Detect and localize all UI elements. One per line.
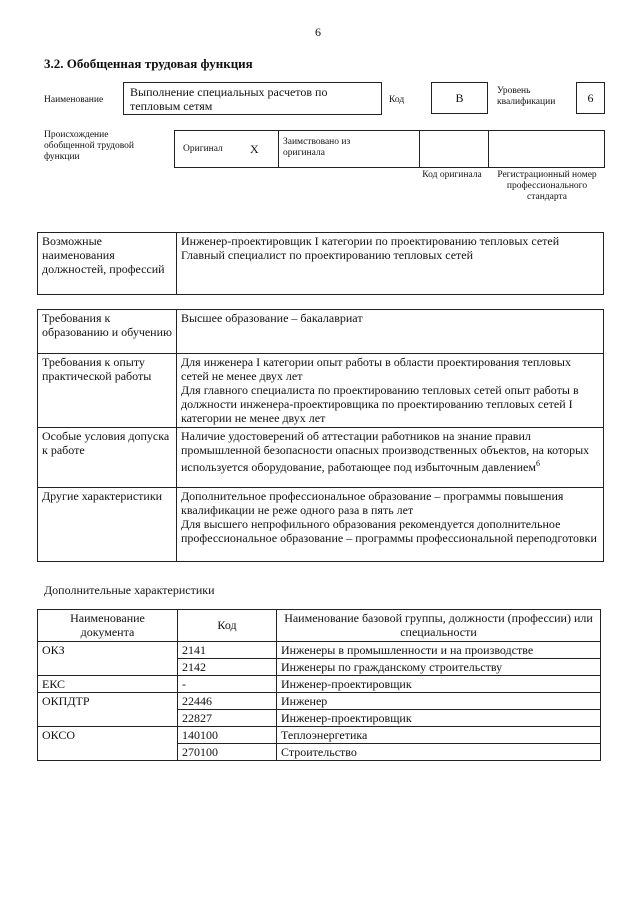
- position-item: Главный специалист по проектированию тепловых сетей: [181, 248, 474, 262]
- name-label: Наименование: [44, 95, 104, 105]
- name-cell: Инженер-проектировщик: [277, 710, 601, 727]
- level-value: 6: [576, 82, 605, 114]
- req-value: [177, 428, 604, 488]
- req-label: Требования к опыту практической работы: [38, 354, 177, 428]
- footnote-mark: 6: [535, 459, 540, 468]
- name-cell: Инженеры по гражданскому строительству: [277, 659, 601, 676]
- req-line: Наличие удостоверений об аттестации работников на знание правил промышленной безопасности опасных производственных объектов, на которых используется оборудование, работающее под избыточным давлением: [181, 429, 590, 474]
- additional-title: Дополнительные характеристики: [44, 583, 215, 597]
- doc-name: ОКПДТР: [38, 693, 178, 727]
- borrowed-label: Заимствовано из оригинала: [283, 137, 351, 158]
- req-value: Высшее образование – бакалавриат: [177, 310, 604, 354]
- code-cell: 2141: [178, 642, 277, 659]
- additional-table: [37, 609, 601, 761]
- req-label: Требования к образованию и обучению: [38, 310, 177, 354]
- code-cell: 270100: [178, 744, 277, 761]
- doc-name: ОКСО: [38, 727, 178, 761]
- name-cell: Инженеры в промышленности и на производстве: [277, 642, 601, 659]
- req-line: Дополнительное профессиональное образование – программы повышения квалификации не реже одного раза в пять лет: [181, 489, 564, 517]
- code-value: В: [431, 82, 488, 114]
- req-value: [177, 354, 604, 428]
- code-cell: 22446: [178, 693, 277, 710]
- requirements-table: [37, 309, 604, 562]
- header-name: Наименование базовой группы, должности (профессии) или специальности: [277, 610, 601, 642]
- name-cell: Теплоэнергетика: [277, 727, 601, 744]
- name-value: Выполнение специальных расчетов по тепловым сетям: [123, 82, 382, 115]
- code-cell: 2142: [178, 659, 277, 676]
- section-title: 3.2. Обобщенная трудовая функция: [44, 56, 253, 71]
- reg-number-caption: Регистрационный номер профессионального стандарта: [497, 170, 597, 202]
- page-number: 6: [315, 25, 321, 39]
- req-value: [177, 488, 604, 562]
- req-line: Для главного специалиста по проектированию тепловых сетей опыт работы в должности инженера-проектировщика по проектированию тепловых сетей I категории не менее двух лет: [181, 383, 579, 425]
- level-label: Уровень квалификации: [497, 86, 556, 107]
- code-cell: 22827: [178, 710, 277, 727]
- header-code: Код: [178, 610, 277, 642]
- name-cell: Инженер: [277, 693, 601, 710]
- name-cell: Строительство: [277, 744, 601, 761]
- original-label: Оригинал: [183, 144, 223, 154]
- doc-name: ОКЗ: [38, 642, 178, 676]
- positions-table: [37, 232, 604, 295]
- origin-box: [174, 130, 605, 168]
- header-doc: Наименование документа: [38, 610, 178, 642]
- positions-cell: [177, 233, 604, 295]
- code-original-caption: Код оригинала: [422, 170, 482, 180]
- positions-label: Возможные наименования должностей, профессий: [38, 233, 177, 295]
- code-label: Код: [389, 95, 405, 105]
- code-cell: -: [178, 676, 277, 693]
- position-item: Инженер-проектировщик I категории по проектированию тепловых сетей: [181, 234, 560, 248]
- req-line: Для инженера I категории опыт работы в области проектирования тепловых сетей не менее двух лет: [181, 355, 571, 383]
- origin-label: Происхождение обобщенной трудовой функции: [44, 130, 134, 162]
- req-label: Другие характеристики: [38, 488, 177, 562]
- name-cell: Инженер-проектировщик: [277, 676, 601, 693]
- req-label: Особые условия допуска к работе: [38, 428, 177, 488]
- req-line: Для высшего непрофильного образования рекомендуется дополнительное профессиональное образование – программы профессиональной переподготовки: [181, 517, 597, 545]
- code-cell: 140100: [178, 727, 277, 744]
- original-mark: Х: [250, 142, 259, 156]
- doc-name: ЕКС: [38, 676, 178, 693]
